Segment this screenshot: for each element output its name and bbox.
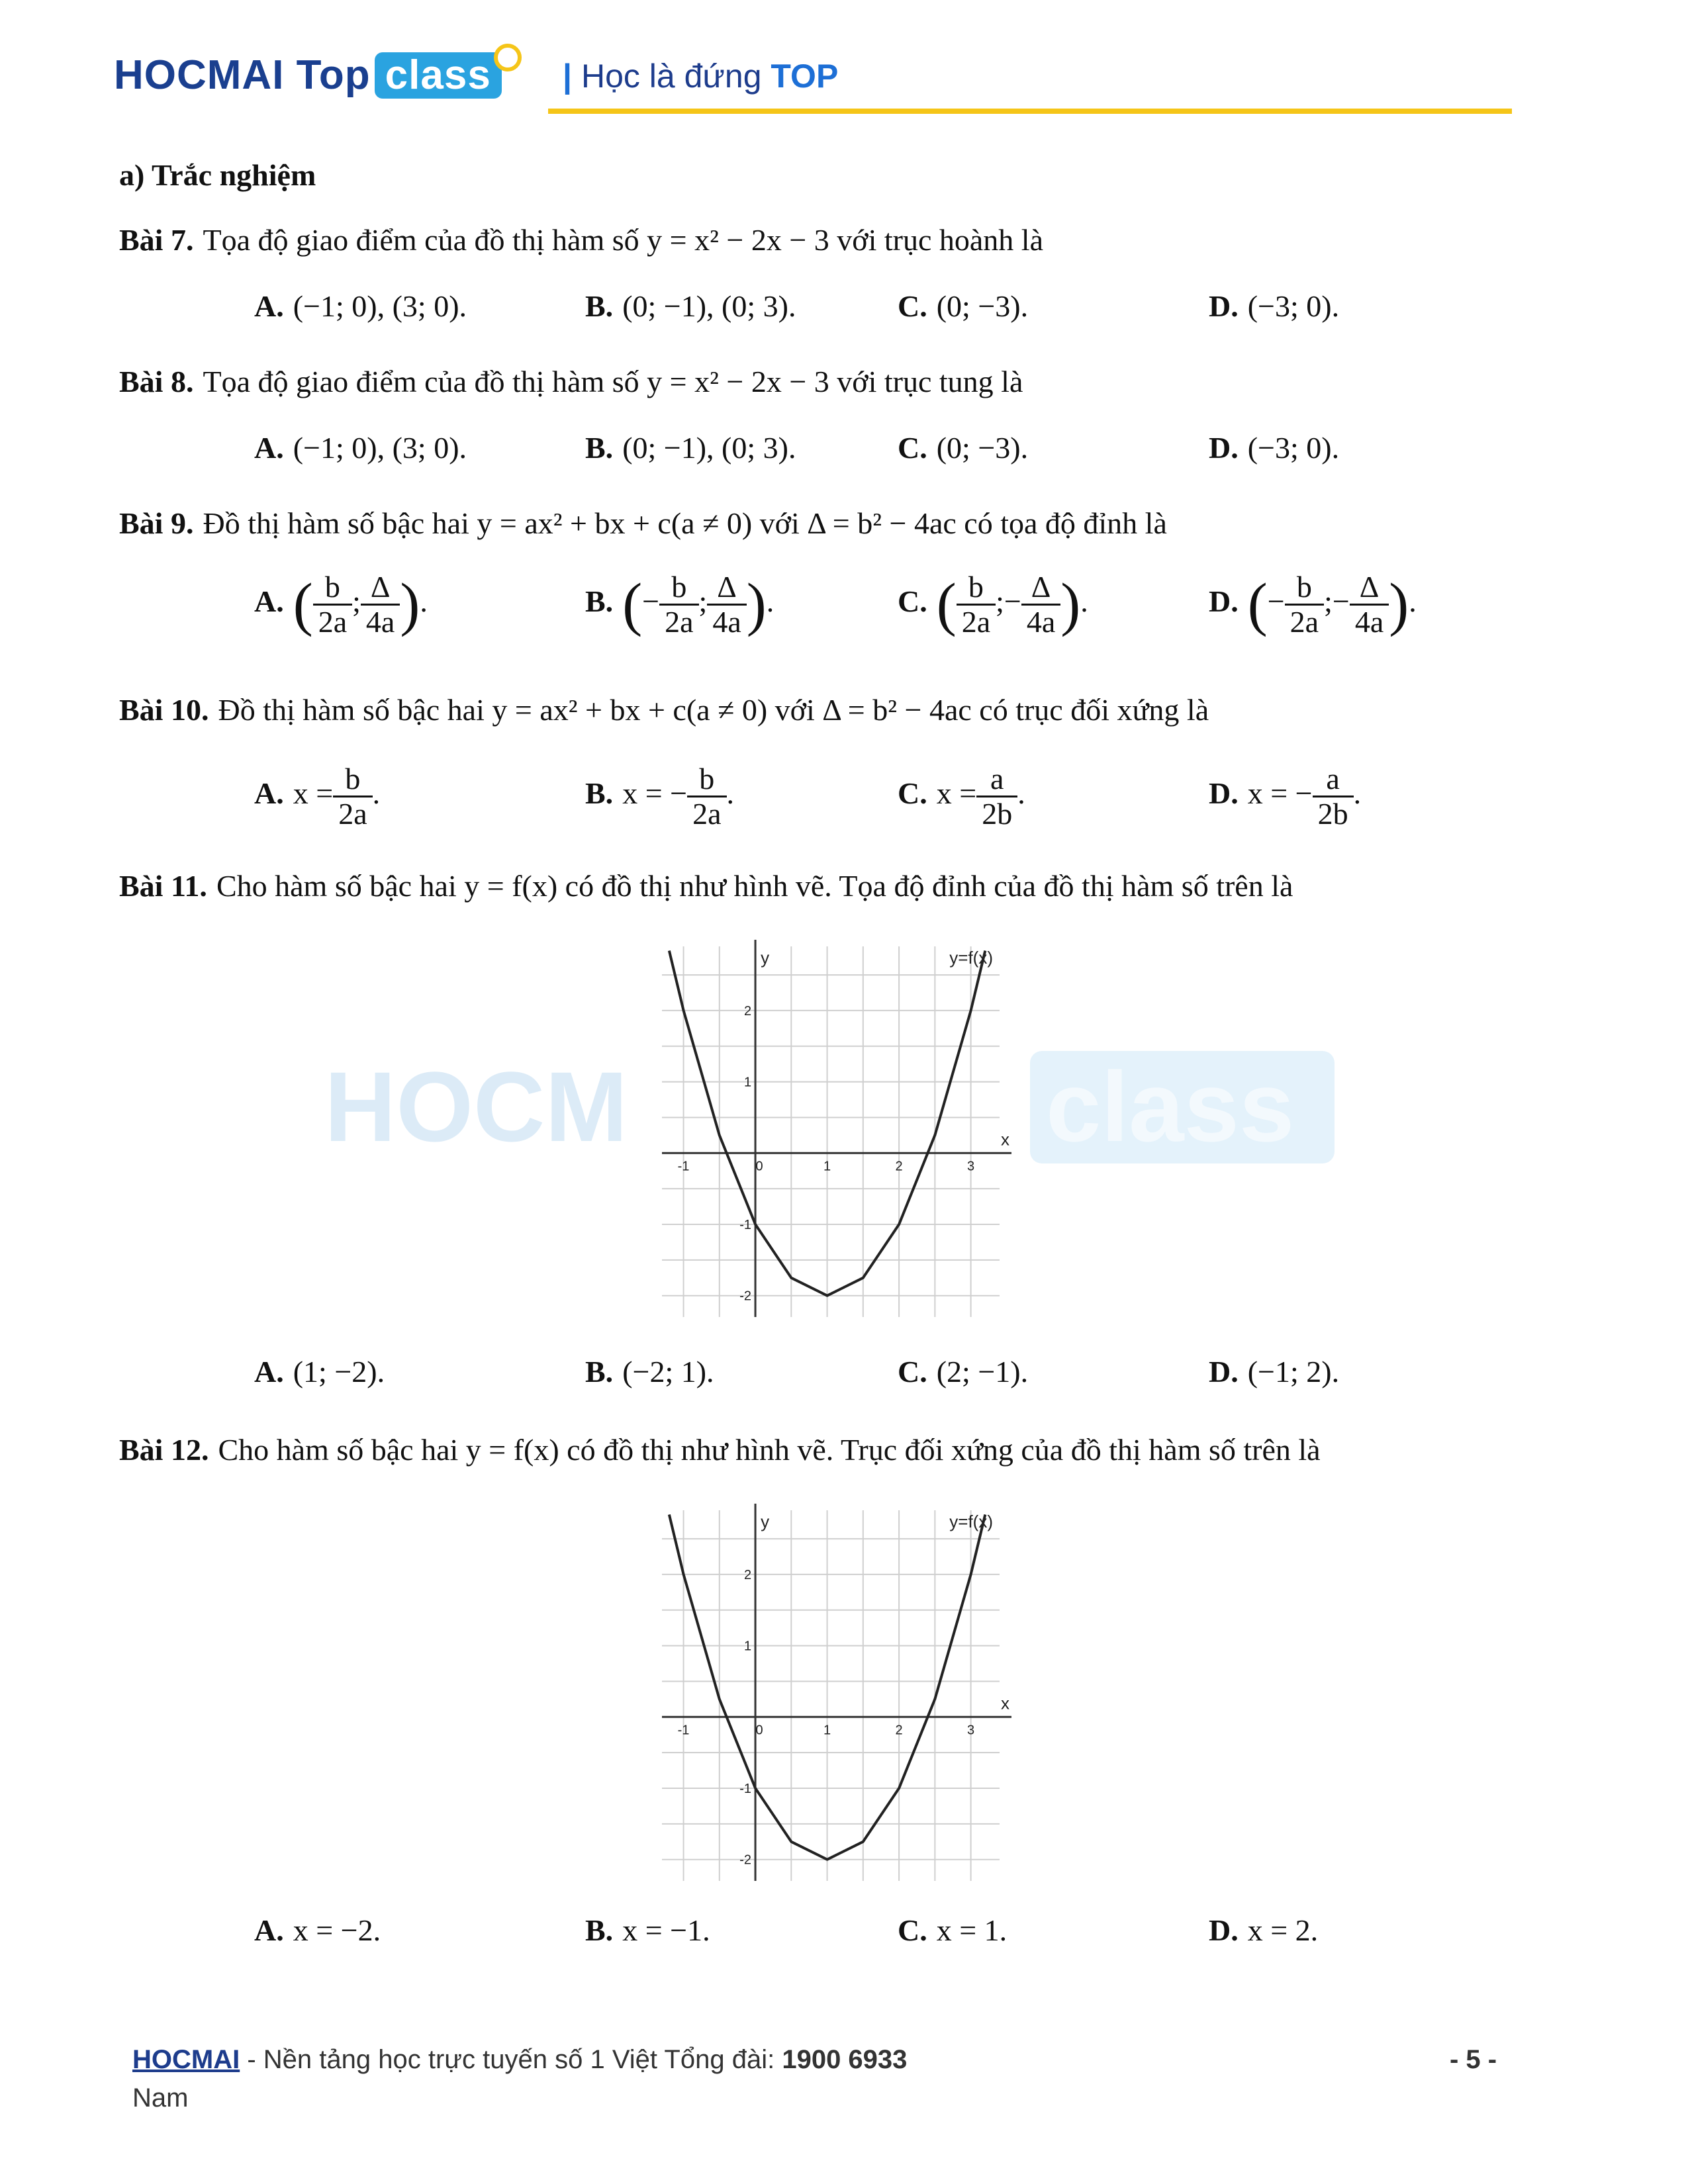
q12-option-a[interactable]: A. x = −2. [254,1913,381,1947]
hocmai-topclass-logo: HOCMAI Top class [114,52,502,99]
q7-option-d[interactable]: D. (−3; 0). [1209,289,1340,323]
y-tick-label: -2 [739,1289,752,1304]
footer-text: HOCMAI - Nền tảng học trực tuyến số 1 Việt Tổng đài: 1900 6933 [132,2045,908,2074]
watermark-right: class [1046,1051,1295,1162]
x-tick-label: 3 [967,1159,975,1174]
slogan: | Học là đứng TOP [563,58,839,95]
series-legend-label: y=f(x) [949,948,993,968]
page-number: - 5 - [1450,2045,1497,2074]
q8-option-b[interactable]: B. (0; −1), (0; 3). [585,431,796,465]
x-tick-label: 0 [755,1723,763,1738]
y-tick-label: -1 [739,1218,752,1232]
y-tick-label: -2 [739,1852,752,1868]
y-tick-label: -1 [739,1782,752,1796]
x-tick-label: 3 [967,1723,975,1738]
footer-brand-link[interactable]: HOCMAI [132,2045,240,2074]
logo-class-badge: class [375,52,502,99]
x-tick-label: 2 [895,1159,903,1174]
x-tick-label: 2 [895,1723,903,1738]
sun-icon [494,44,522,71]
q8-option-c[interactable]: C. (0; −3). [898,431,1029,465]
y-tick-label: 1 [743,1639,752,1654]
question-10: Bài 10. Đồ thị hàm số bậc hai y = ax² + bx + c(a ≠ 0) với Δ = b² − 4ac có trục đối xứng là [119,693,1209,727]
section-title: a) Trắc nghiệm [119,158,316,192]
q9-option-b[interactable]: B. (− $\frac{b}{2a}$ ; $\frac{\Delta}{4a}$ ). [585,570,774,639]
series-legend-label: y=f(x) [949,1512,993,1531]
q12-option-b[interactable]: B. x = −1. [585,1913,710,1947]
q8-option-d[interactable]: D. (−3; 0). [1209,431,1340,465]
q11-option-d[interactable]: D. (−1; 2). [1209,1355,1340,1388]
x-tick-label: 0 [755,1159,763,1174]
x-tick-label: -1 [677,1159,690,1174]
watermark-left: HOCM [324,1051,628,1162]
q10-option-a[interactable]: A. x = $\frac{b}{2a}$ . [254,762,381,831]
q11-option-b[interactable]: B. (−2; 1). [585,1355,714,1388]
x-tick-label: 1 [823,1723,831,1738]
q11-option-a[interactable]: A. (1; −2). [254,1355,385,1388]
x-tick-label: 1 [823,1159,831,1174]
q7-option-c[interactable]: C. (0; −3). [898,289,1029,323]
q9-option-d[interactable]: D. (− $\frac{b}{2a}$ ;− $\frac{\Delta}{4a}$ ). [1209,570,1417,639]
x-axis-label: x [1001,1129,1009,1150]
chart-bai-12 [635,1497,1019,1894]
q7-option-b[interactable]: B. (0; −1), (0; 3). [585,289,796,323]
footer-text-2: Nam [132,2083,189,2113]
x-tick-label: -1 [677,1723,690,1738]
q12-option-d[interactable]: D. x = 2. [1209,1913,1319,1947]
question-8: Bài 8. Tọa độ giao điểm của đồ thị hàm số y = x² − 2x − 3 với trục tung là [119,365,1023,398]
question-7: Bài 7. Tọa độ giao điểm của đồ thị hàm số y = x² − 2x − 3 với trục hoành là [119,223,1044,257]
y-axis-label: y [761,1512,770,1531]
question-11: Bài 11. Cho hàm số bậc hai y = f(x) có đồ thị như hình vẽ. Tọa độ đỉnh của đồ thị hàm số trên là [119,869,1293,903]
q7-option-a[interactable]: A. (−1; 0), (3; 0). [254,289,467,323]
q12-option-c[interactable]: C. x = 1. [898,1913,1008,1947]
q11-option-c[interactable]: C. (2; −1). [898,1355,1029,1388]
chart-bai-11 [635,933,1019,1330]
question-12: Bài 12. Cho hàm số bậc hai y = f(x) có đồ thị như hình vẽ. Trục đối xứng của đồ thị hàm số trên là [119,1433,1321,1467]
q9-option-c[interactable]: C. ( $\frac{b}{2a}$ ;− $\frac{\Delta}{4a}$ ). [898,570,1088,639]
q8-option-a[interactable]: A. (−1; 0), (3; 0). [254,431,467,465]
question-9: Bài 9. Đồ thị hàm số bậc hai y = ax² + bx + c(a ≠ 0) với Δ = b² − 4ac có tọa độ đỉnh là [119,506,1167,540]
header-divider [548,109,1512,114]
y-tick-label: 2 [743,1003,752,1019]
q10-option-c[interactable]: C. x = $\frac{a}{2b}$ . [898,762,1025,831]
x-axis-label: x [1001,1693,1009,1713]
y-tick-label: 1 [743,1075,752,1090]
q10-option-d[interactable]: D. x = − $\frac{a}{2b}$ . [1209,762,1362,831]
q10-option-b[interactable]: B. x = − $\frac{b}{2a}$ . [585,762,734,831]
y-tick-label: 2 [743,1567,752,1582]
q9-option-a[interactable]: A. ( $\frac{b}{2a}$ ; $\frac{\Delta}{4a}$ ). [254,570,428,639]
y-axis-label: y [761,948,770,968]
